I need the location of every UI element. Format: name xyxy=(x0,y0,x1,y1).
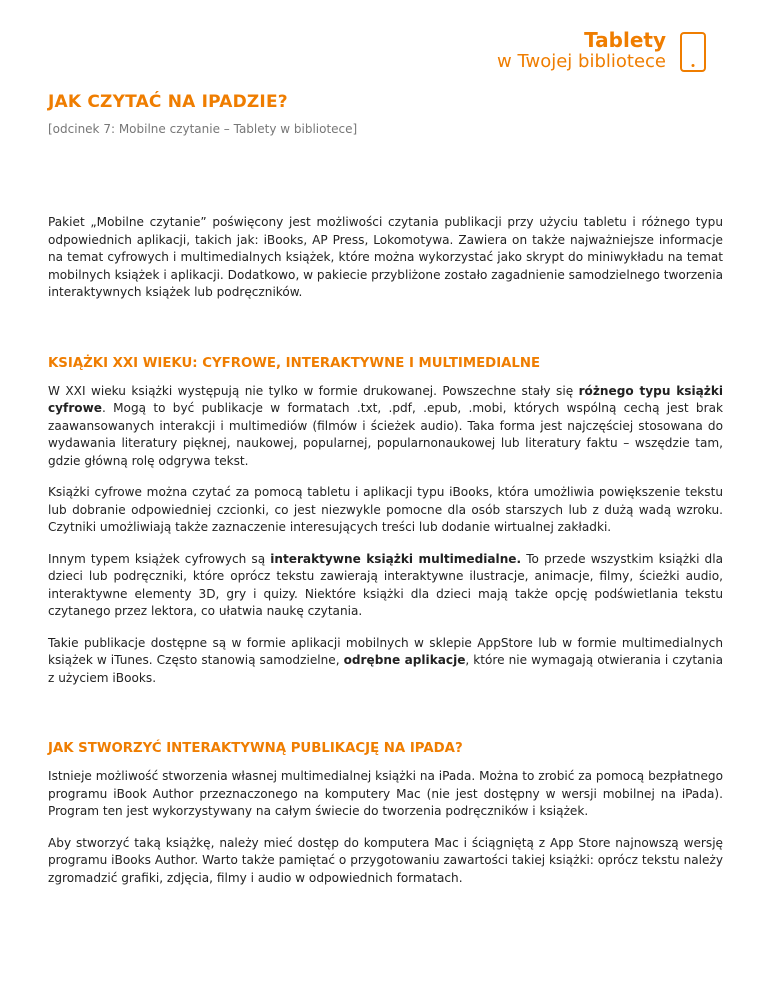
section1-paragraph-4 xyxy=(48,635,723,688)
logo-subtitle: w Twojej bibliotece xyxy=(497,50,666,72)
text-run: To przede wszystkim książki dla dzieci lub podręczniki, które oprócz tekstu zawierają interaktywne ilustracje, animacje, filmy, ścieżki audio, interaktywne elementy 3D, gry i quizy. Niektóre książki dla dzieci mają także opcję podświetlania tekstu czytanego przez lektora, co ułatwia naukę czytania. xyxy=(48,551,724,618)
bold-text: interaktywne książki multimedialne. xyxy=(270,551,522,566)
bold-text: różnego typu książki cyfrowe xyxy=(48,383,724,415)
bold-text: odrębne aplikacje xyxy=(343,653,466,667)
episode-subtitle: [odcinek 7: Mobilne czytanie – Tablety w bibliotece] xyxy=(48,122,358,136)
text-run: , które nie wymagają otwierania i czytania z użyciem iBooks. xyxy=(48,653,724,685)
document-body xyxy=(48,92,723,901)
logo xyxy=(497,30,706,72)
logo-title: Tablety xyxy=(584,28,666,52)
section2-heading: JAK STWORZYĆ INTERAKTYWNĄ PUBLIKACJĘ NA IPADA? xyxy=(48,741,463,756)
text-run: Innym typem książek cyfrowych są xyxy=(48,551,271,566)
section1-heading: KSIĄŻKI XXI WIEKU: CYFROWE, INTERAKTYWNE I MULTIMEDIALNE xyxy=(48,355,541,371)
intro-paragraph: Pakiet „Mobilne czytanie” poświęcony jest możliwości czytania publikacji przy użyciu tabletu i różnego typu odpowiednich aplikacji, takich jak: iBooks, AP Press, Lokomotywa. Zawiera on także najważniejsze informacje na temat cyfrowych i multimedialnych książek, które można wykorzystać jako skrypt do miniwykładu na temat mobilnych książek i aplikacji. Dodatkowo, w pakiecie przybliżone zostało zagadnienie samodzielnego tworzenia interaktywnych książek lub podręczników. xyxy=(48,215,723,299)
text-run: Takie publikacje dostępne są w formie aplikacji mobilnych w sklepie AppStore lub w formie multimedialnych książek w iTunes. Często stanowią samodzielne, xyxy=(48,635,723,667)
section1-paragraph-3 xyxy=(48,551,723,621)
logo-text xyxy=(497,30,666,71)
text-run: . Mogą to być publikacje w formatach .txt, .pdf, .epub, .mobi, których wspólną cechą jest brak zaawansowanych interakcji i multimediów (filmów i ścieżek audio). Taka forma jest najczęściej stosowana do wydawania literatury pięknej, naukowej, popularnej, popularnonaukowej lub literatury faktu – wszędzie tam, gdzie główną rolę odgrywa tekst. xyxy=(48,401,723,468)
tablet-icon xyxy=(680,32,706,72)
section2-paragraph-2: Aby stworzyć taką książkę, należy mieć dostęp do komputera Mac i ściągniętą z App Store najnowszą wersję programu iBooks Author. Warto także pamiętać o przygotowaniu zawartości takiej książki: oprócz tekstu należy zgromadzić grafiki, zdjęcia, filmy i audio w odpowiednich formatach. xyxy=(48,835,723,885)
page-title: JAK CZYTAĆ NA IPADZIE? xyxy=(48,92,288,112)
section1-paragraph-2: Książki cyfrowe można czytać za pomocą tabletu i aplikacji typu iBooks, która umożliwia powiększenie tekstu lub dobranie odpowiedniej czcionki, co jest niezwykle pomocne dla osób starszych lub z dużą wadą wzroku. Czytniki umożliwiają także zaznaczenie interesujących treści lub dodanie wirtualnej zakładki. xyxy=(48,485,723,534)
section1-paragraph-1 xyxy=(48,383,723,471)
text-run: W XXI wieku książki występują nie tylko w formie drukowanej. Powszechne stały się xyxy=(48,383,579,398)
section2-paragraph-1: Istnieje możliwość stworzenia własnej multimedialnej książki na iPada. Można to zrobić za pomocą bezpłatnego programu iBook Author przeznaczonego na komputery Mac (nie jest dostępny w wersji mobilnej na iPada). Program ten jest wykorzystywany na całym świecie do tworzenia podręczników i książek. xyxy=(48,769,723,818)
